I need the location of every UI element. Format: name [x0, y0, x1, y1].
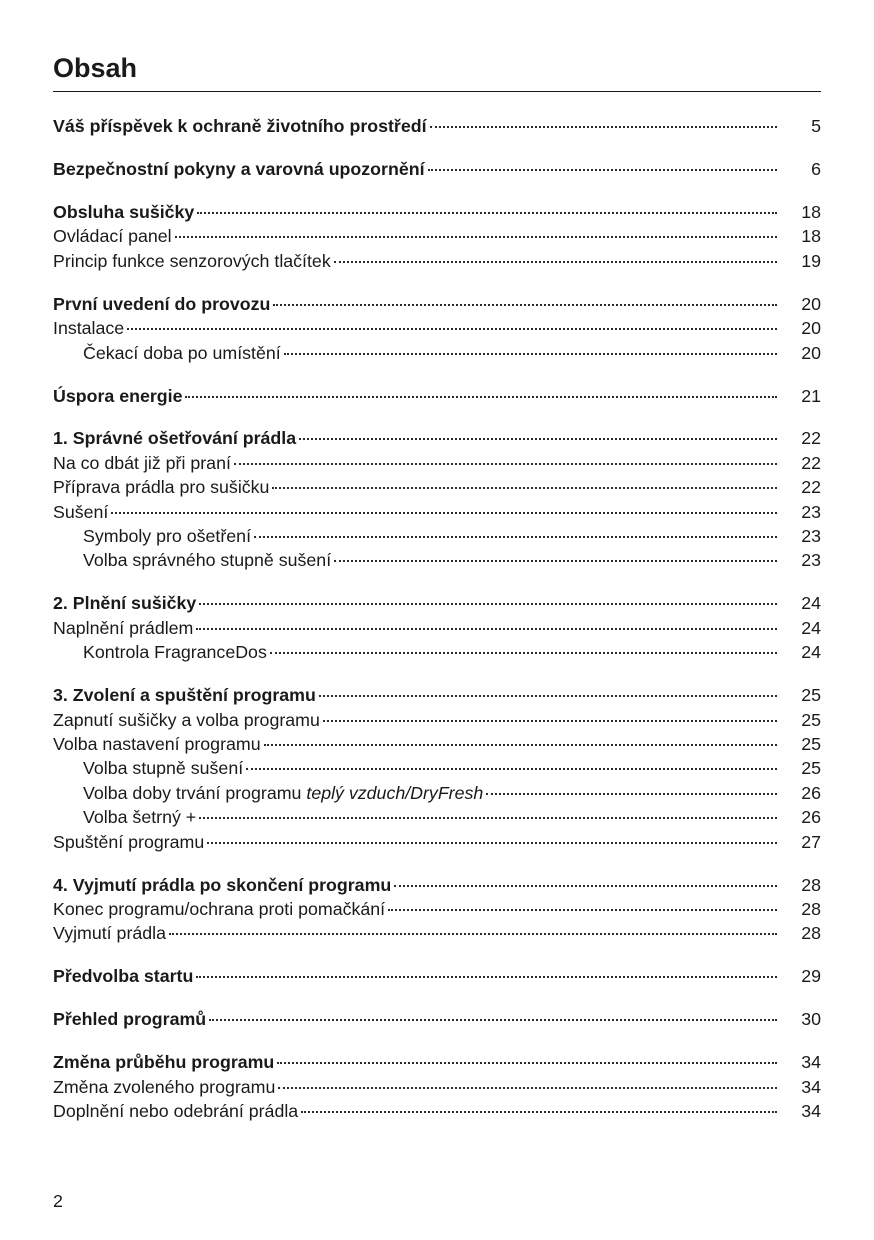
- toc-chapter-entry[interactable]: [53, 1050, 821, 1074]
- toc-section: [53, 683, 821, 854]
- toc-entry-title: Volba nastavení programu: [53, 733, 261, 754]
- toc-entry[interactable]: [53, 756, 821, 780]
- toc-page-number: 34: [801, 1076, 821, 1097]
- toc-page-number: 21: [801, 385, 821, 406]
- toc-page-number: 23: [801, 526, 821, 547]
- toc-page-number: 34: [801, 1052, 821, 1073]
- toc-section: [53, 1007, 821, 1031]
- toc-page-number: 18: [801, 226, 821, 247]
- toc-entry-title: Volba stupně sušení: [83, 758, 244, 779]
- toc-section: [53, 200, 821, 273]
- toc-entry[interactable]: [53, 830, 821, 854]
- toc-page-number: 30: [801, 1009, 821, 1030]
- dot-leader: [301, 1111, 777, 1113]
- toc-chapter-entry[interactable]: [53, 964, 821, 988]
- toc-entry-title: 3. Zvolení a spuštění programu: [53, 685, 316, 706]
- toc-chapter-entry[interactable]: [53, 114, 821, 138]
- toc-entry-title: 2. Plnění sušičky: [53, 593, 197, 614]
- dot-leader: [196, 976, 777, 978]
- toc-page-number: 24: [801, 593, 821, 614]
- toc-entry-title: Volba doby trvání programu teplý vzduch/DryFresh: [83, 782, 484, 803]
- toc-page-number: 5: [811, 116, 821, 136]
- toc-page-number: 24: [801, 617, 821, 638]
- toc-section: [53, 1050, 821, 1123]
- dot-leader: [207, 842, 777, 844]
- toc-page-number: 6: [811, 158, 821, 179]
- dot-leader: [111, 512, 777, 514]
- dot-leader: [254, 536, 777, 538]
- dot-leader: [334, 560, 777, 562]
- toc-page-number: 28: [801, 874, 821, 895]
- toc-entry[interactable]: [53, 1099, 821, 1123]
- toc-chapter-entry[interactable]: [53, 157, 821, 181]
- dot-leader: [323, 720, 777, 722]
- dot-leader: [196, 628, 777, 630]
- dot-leader: [272, 487, 777, 489]
- dot-leader: [197, 212, 777, 214]
- toc-page-number: 26: [801, 807, 821, 828]
- dot-leader: [430, 126, 777, 128]
- toc-entry-title: Naplnění prádlem: [53, 617, 194, 638]
- dot-leader: [209, 1019, 777, 1021]
- toc-entry[interactable]: [53, 451, 821, 475]
- toc-entry[interactable]: [53, 500, 821, 524]
- page-title: Obsah: [53, 53, 138, 83]
- toc-chapter-entry[interactable]: [53, 1007, 821, 1031]
- toc-entry[interactable]: [53, 1075, 821, 1099]
- toc-chapter-entry[interactable]: [53, 591, 821, 615]
- toc-entry-title: První uvedení do provozu: [53, 293, 271, 314]
- toc-entry[interactable]: [53, 475, 821, 499]
- toc-page-number: 20: [801, 293, 821, 314]
- toc-chapter-entry[interactable]: [53, 384, 821, 408]
- toc-page-number: 18: [801, 201, 821, 222]
- toc-entry[interactable]: [53, 341, 821, 365]
- toc-page-number: 28: [801, 923, 821, 944]
- toc-entry[interactable]: [53, 708, 821, 732]
- dot-leader: [284, 353, 777, 355]
- toc-entry-title: Čekací doba po umístění: [83, 342, 281, 363]
- toc-entry[interactable]: [53, 781, 821, 805]
- toc-entry-title: Konec programu/ochrana proti pomačkání: [53, 898, 386, 919]
- toc-entry-title: Předvolba startu: [53, 966, 194, 987]
- dot-leader: [270, 652, 777, 654]
- dot-leader: [185, 396, 777, 398]
- dot-leader: [234, 463, 777, 465]
- toc-entry[interactable]: [53, 316, 821, 340]
- dot-leader: [175, 236, 777, 238]
- toc-entry-title: Na co dbát již při praní: [53, 452, 231, 473]
- toc-page-number: 22: [801, 428, 821, 449]
- toc-section: [53, 964, 821, 988]
- toc-section: [53, 873, 821, 946]
- dot-leader: [278, 1087, 777, 1089]
- toc-entry-title: Změna průběhu programu: [53, 1052, 275, 1073]
- toc-entry-title: Spuštění programu: [53, 831, 205, 852]
- toc-page-number: 19: [801, 250, 821, 271]
- toc-section: [53, 384, 821, 408]
- toc-page-number: 23: [801, 501, 821, 522]
- toc-entry[interactable]: [53, 640, 821, 664]
- toc-chapter-entry[interactable]: [53, 873, 821, 897]
- toc-page-number: 28: [801, 898, 821, 919]
- toc-page-number: 25: [801, 758, 821, 779]
- toc-page-number: 25: [801, 709, 821, 730]
- table-of-contents: [53, 114, 821, 1142]
- dot-leader: [299, 438, 777, 440]
- toc-entry[interactable]: [53, 548, 821, 572]
- dot-leader: [199, 603, 777, 605]
- toc-page-number: 29: [801, 966, 821, 987]
- dot-leader: [127, 328, 777, 330]
- toc-entry-title: Změna zvoleného programu: [53, 1076, 276, 1097]
- dot-leader: [264, 744, 777, 746]
- toc-page-number: 25: [801, 685, 821, 706]
- toc-entry-title: Symboly pro ošetření: [83, 526, 252, 547]
- dot-leader: [486, 793, 777, 795]
- toc-entry-title: Obsluha sušičky: [53, 201, 195, 222]
- toc-page-number: 24: [801, 642, 821, 663]
- toc-page-number: 20: [801, 318, 821, 339]
- toc-entry[interactable]: [53, 616, 821, 640]
- toc-page-number: 23: [801, 550, 821, 571]
- toc-entry-title: Příprava prádla pro sušičku: [53, 477, 270, 498]
- toc-section: [53, 292, 821, 365]
- dot-leader: [394, 885, 777, 887]
- title-divider: [53, 91, 821, 92]
- toc-page-number: 34: [801, 1101, 821, 1122]
- toc-chapter-entry[interactable]: [53, 292, 821, 316]
- toc-entry-title: Zapnutí sušičky a volba programu: [53, 709, 320, 730]
- toc-entry[interactable]: [53, 224, 821, 248]
- dot-leader: [169, 933, 777, 935]
- toc-entry[interactable]: [53, 249, 821, 273]
- toc-entry-title: Kontrola FragranceDos: [83, 642, 267, 663]
- toc-entry-title: Volba šetrný +: [83, 807, 197, 828]
- toc-entry[interactable]: [53, 921, 821, 945]
- toc-chapter-entry[interactable]: [53, 683, 821, 707]
- toc-page-number: 25: [801, 733, 821, 754]
- page-number: 2: [53, 1191, 63, 1211]
- toc-entry[interactable]: [53, 524, 821, 548]
- toc-page-number: 26: [801, 782, 821, 803]
- dot-leader: [319, 695, 777, 697]
- toc-entry[interactable]: [53, 732, 821, 756]
- toc-entry-title: Váš příspěvek k ochraně životního prostředí: [53, 116, 427, 136]
- toc-entry-title: Doplnění nebo odebrání prádla: [53, 1101, 299, 1122]
- toc-entry-title: 1. Správné ošetřování prádla: [53, 428, 297, 449]
- toc-section: [53, 591, 821, 664]
- toc-entry-title: Instalace: [53, 318, 125, 339]
- toc-section: [53, 114, 821, 138]
- toc-section: [53, 426, 821, 572]
- toc-page-number: 27: [801, 831, 821, 852]
- toc-section: [53, 157, 821, 181]
- toc-entry-title: 4. Vyjmutí prádla po skončení programu: [53, 874, 392, 895]
- dot-leader: [334, 261, 777, 263]
- toc-chapter-entry[interactable]: [53, 426, 821, 450]
- dot-leader: [428, 169, 777, 171]
- dot-leader: [388, 909, 777, 911]
- dot-leader: [246, 768, 777, 770]
- toc-entry-title: Volba správného stupně sušení: [83, 550, 332, 571]
- dot-leader: [277, 1062, 777, 1064]
- toc-page-number: 20: [801, 342, 821, 363]
- dot-leader: [273, 304, 777, 306]
- toc-entry-title: Úspora energie: [53, 385, 183, 406]
- toc-chapter-entry[interactable]: [53, 200, 821, 224]
- toc-entry[interactable]: [53, 805, 821, 829]
- toc-entry-title: Princip funkce senzorových tlačítek: [53, 250, 331, 271]
- toc-entry-title: Vyjmutí prádla: [53, 923, 166, 944]
- toc-entry[interactable]: [53, 897, 821, 921]
- toc-page-number: 22: [801, 477, 821, 498]
- toc-page-number: 22: [801, 452, 821, 473]
- dot-leader: [199, 817, 777, 819]
- toc-entry-title: Přehled programů: [53, 1009, 207, 1030]
- toc-entry-title: Ovládací panel: [53, 226, 172, 247]
- toc-entry-title: Sušení: [53, 501, 109, 522]
- toc-entry-title: Bezpečnostní pokyny a varovná upozornění: [53, 158, 425, 179]
